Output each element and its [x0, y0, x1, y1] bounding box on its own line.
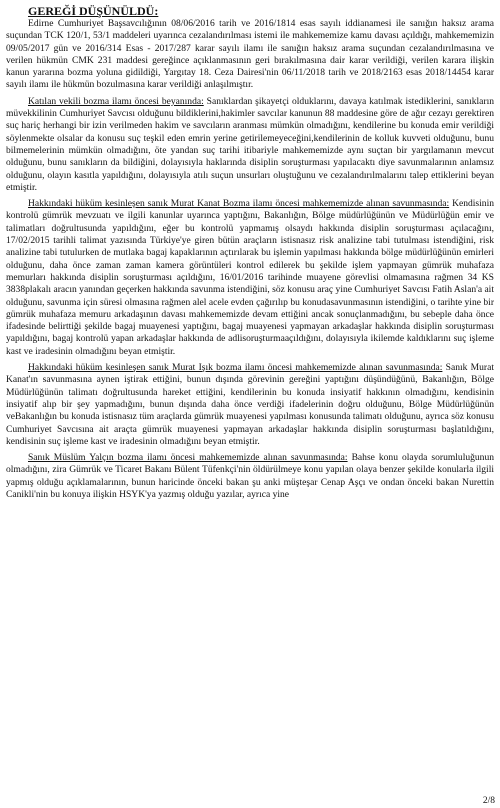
paragraph-case-summary — [6, 18, 494, 92]
paragraph-defense-murat-isik — [6, 362, 494, 448]
section-heading: GEREĞİ DÜŞÜNÜLDÜ: — [28, 4, 159, 18]
paragraph-label: Hakkındaki hüküm kesinleşen sanık Murat Kanat Bozma ilamı öncesi mahkememizde alınan savunmasında: — [28, 198, 450, 210]
paragraph-label: Katılan vekili bozma ilamı öncesi beyanında: — [28, 95, 204, 107]
paragraph-defense-murat-kanat — [6, 198, 494, 358]
paragraph-text: Sanık Murat Kanat'ın savunmasına aynen iştirak ettiğini, bunun dışında görevinin gereğini yaptığını düşündüğünü, Bakanlığın, Bölge Müdürlüğünün talimatı doğrultusunda hareket ettiğini, kendilerinin bu konuda insiyatif hakkının olmadığını, kendisinin insiyatif alıp bir şey yapmadığını, bunun dışında daha önce verdiği ifadelerinin doğru olduğunu, Bölge Müdürlüğünün veBakanlığın bu konuda istisnasız tüm araçlarda gümrük muayenesi yapılması konusunda talimatı olduğunu, ayrıca söz konusu Cumhuriyet Savcısına ait araçta gümrük muayenesi yapmayan arkadaşlar hakkında disiplin soruşturması başlatıldığını, kendisinin suç işleme kast ve iradesinin olmadığını beyan etmiştir. — [6, 362, 494, 447]
paragraph-label: Sanık Müslüm Yalçın bozma ilamı öncesi mahkememizde alınan savunmasında: — [28, 452, 348, 464]
paragraph-defense-muslum-yalcin — [6, 452, 494, 501]
paragraph-text: Bahse konu olayda sorumluluğunun olmadığını, zira Gümrük ve Ticaret Bakanı Bülent Tüfenkçi'nin öldürülmeye konu yapılan olaya benzer şekilde konularla ilgili yapmış olduğu açıklamalarının, bunun haricinde önceki bakan şu anki müşteşar Cenap Aşçı ve ondan önceki bakan Nurettin Canikli'nin bu konuya ilişkin HSYK'ya yazmış olduğu yazılar, ayrıca yine — [6, 452, 494, 500]
paragraph-text: Sanıklardan şikayetçi olduklarını, davaya katılmak istediklerini, sanıkların müvekkilinin Cumhuriyet Savcısı olduğunu bildiklerini,hakimler savcılar kanunun 88 maddesine göre de ağır cezayı gerektiren suç hariç herhangi bir izin verilmeden hakim ve savcıların aranması mümkün olmadığını, kendilerine bu konuda emir verildiği söylenmekte olsalar da konusu suç teşkil eden emrin yerine getirilemeyeceğini,kendilerinin de kolluk kuvveti olduğunu, bunu bilmemelerinin mümkün olmadığını, öte yandan suç tarihi itibariyle mahkememizde aynı suçtan bir yargılamanın mevcut olduğunu, bunu sanıkların da bildiğini, dolayısıyla haklarında disiplin soruşturması yapılacaktı diye savunmalarının anlamsız olduğunu, olayın kasıtla yapıldığını, dolayısıyla atılı suçun unsurları oluştuğunu ve cezalandırılmalarını talep ettiklerini beyan etmiştir. — [6, 95, 494, 193]
paragraph-text: Kendisinin kontrolü gümrük mevzuatı ve ilgili kanunlar uyarınca yaptığını, Bakanlığın, Bölge müdürlüğünün ve Müdürlüğün emir ve talimatları doğrultusunda yapıldığını, eğer bu kontrolü yapmamış olsaydı hakkında disiplin soruşturması açılacağını, 17/02/2015 tarihli talimat yazısında Türkiye'ye giren bütün araçların istisnasız risk analizine tabi tutulması istendiğini, risk analizine tabi tutulurken de mutlaka bagaj kapaklarının açtırılarak bu işlemin yapılması hakkında bölge müdürlüğünün emirleri olduğunu, daha önce zaman zaman kamera görüntüleri kontrol edilerek bu şekilde işlem yapmayan gümrük muhafaza memurları hakkında disiplin soruşturması açıldığını, 16/01/2016 tarihinde muayene görevlisi olmamasına rağmen 34 KS 3838plakalı aracın yanından geçerken hakkında savunma istendiğini, söz konusu araç yine Cumhuriyet Savcısı Fatih Aslan'a ait olduğunu, savunma için süresi olmasına rağmen alel acele evden çağırılıp bu konudasavunmasının istendiğini, o tarihte yine bir gümrük muhafaza memuru arkadaşının davası mahkememizde devam ettiğini ancak sonuçlanmadığını, bu sebeple daha önce ifadesinde belirttiği şekilde bagaj muayenesi yaptığını, bagaj muayenesi yapmayan arkadaşlar hakkında disiplin soruşturması yapıldığını, bagaj kontrolü yapan arkadaşlar hakkında de adlisoruşturmaaçıldığını, dolayısıyla ikilemde kaldıklarını suç işleme kast ve iradesinin olmadığını beyan etmiştir. — [6, 198, 494, 357]
paragraph-intervenor-statement — [6, 96, 494, 194]
paragraph-text: Edirne Cumhuriyet Başsavcılığının 08/06/2016 tarih ve 2016/1814 esas sayılı iddianamesi ile sanığın haksız arama suçundan TCK 120/1, 53/1 maddeleri uyarınca cezalandırılması istemi ile mahkememize kamu davası açıldığı, mahkememizin 09/05/2017 gün ve 2016/314 Esas - 2017/287 karar sayılı ilamı ile sanığın haksız arama suçundan cezalandırılmasına ve verilen hükmün CMK 231 maddesi gereğince açıklanmasının geri bırakılmasına dair karar verildiği, verilen karara ilişkin kanun yararına bozma yoluna gidildiği, Yargıtay 18. Ceza Dairesi'nin 06/11/2018 tarih ve 2018/2163 esas 2018/14454 karar sayılı ilamı ile hükmün bozulmasına karar verildiği anlaşılmıştır. — [6, 18, 494, 91]
page-number: 2/8 — [482, 796, 495, 806]
paragraph-label: Hakkındaki hüküm kesinleşen sanık Murat Işık bozma ilamı öncesi mahkememizde alınan savunmasında: — [28, 362, 443, 374]
